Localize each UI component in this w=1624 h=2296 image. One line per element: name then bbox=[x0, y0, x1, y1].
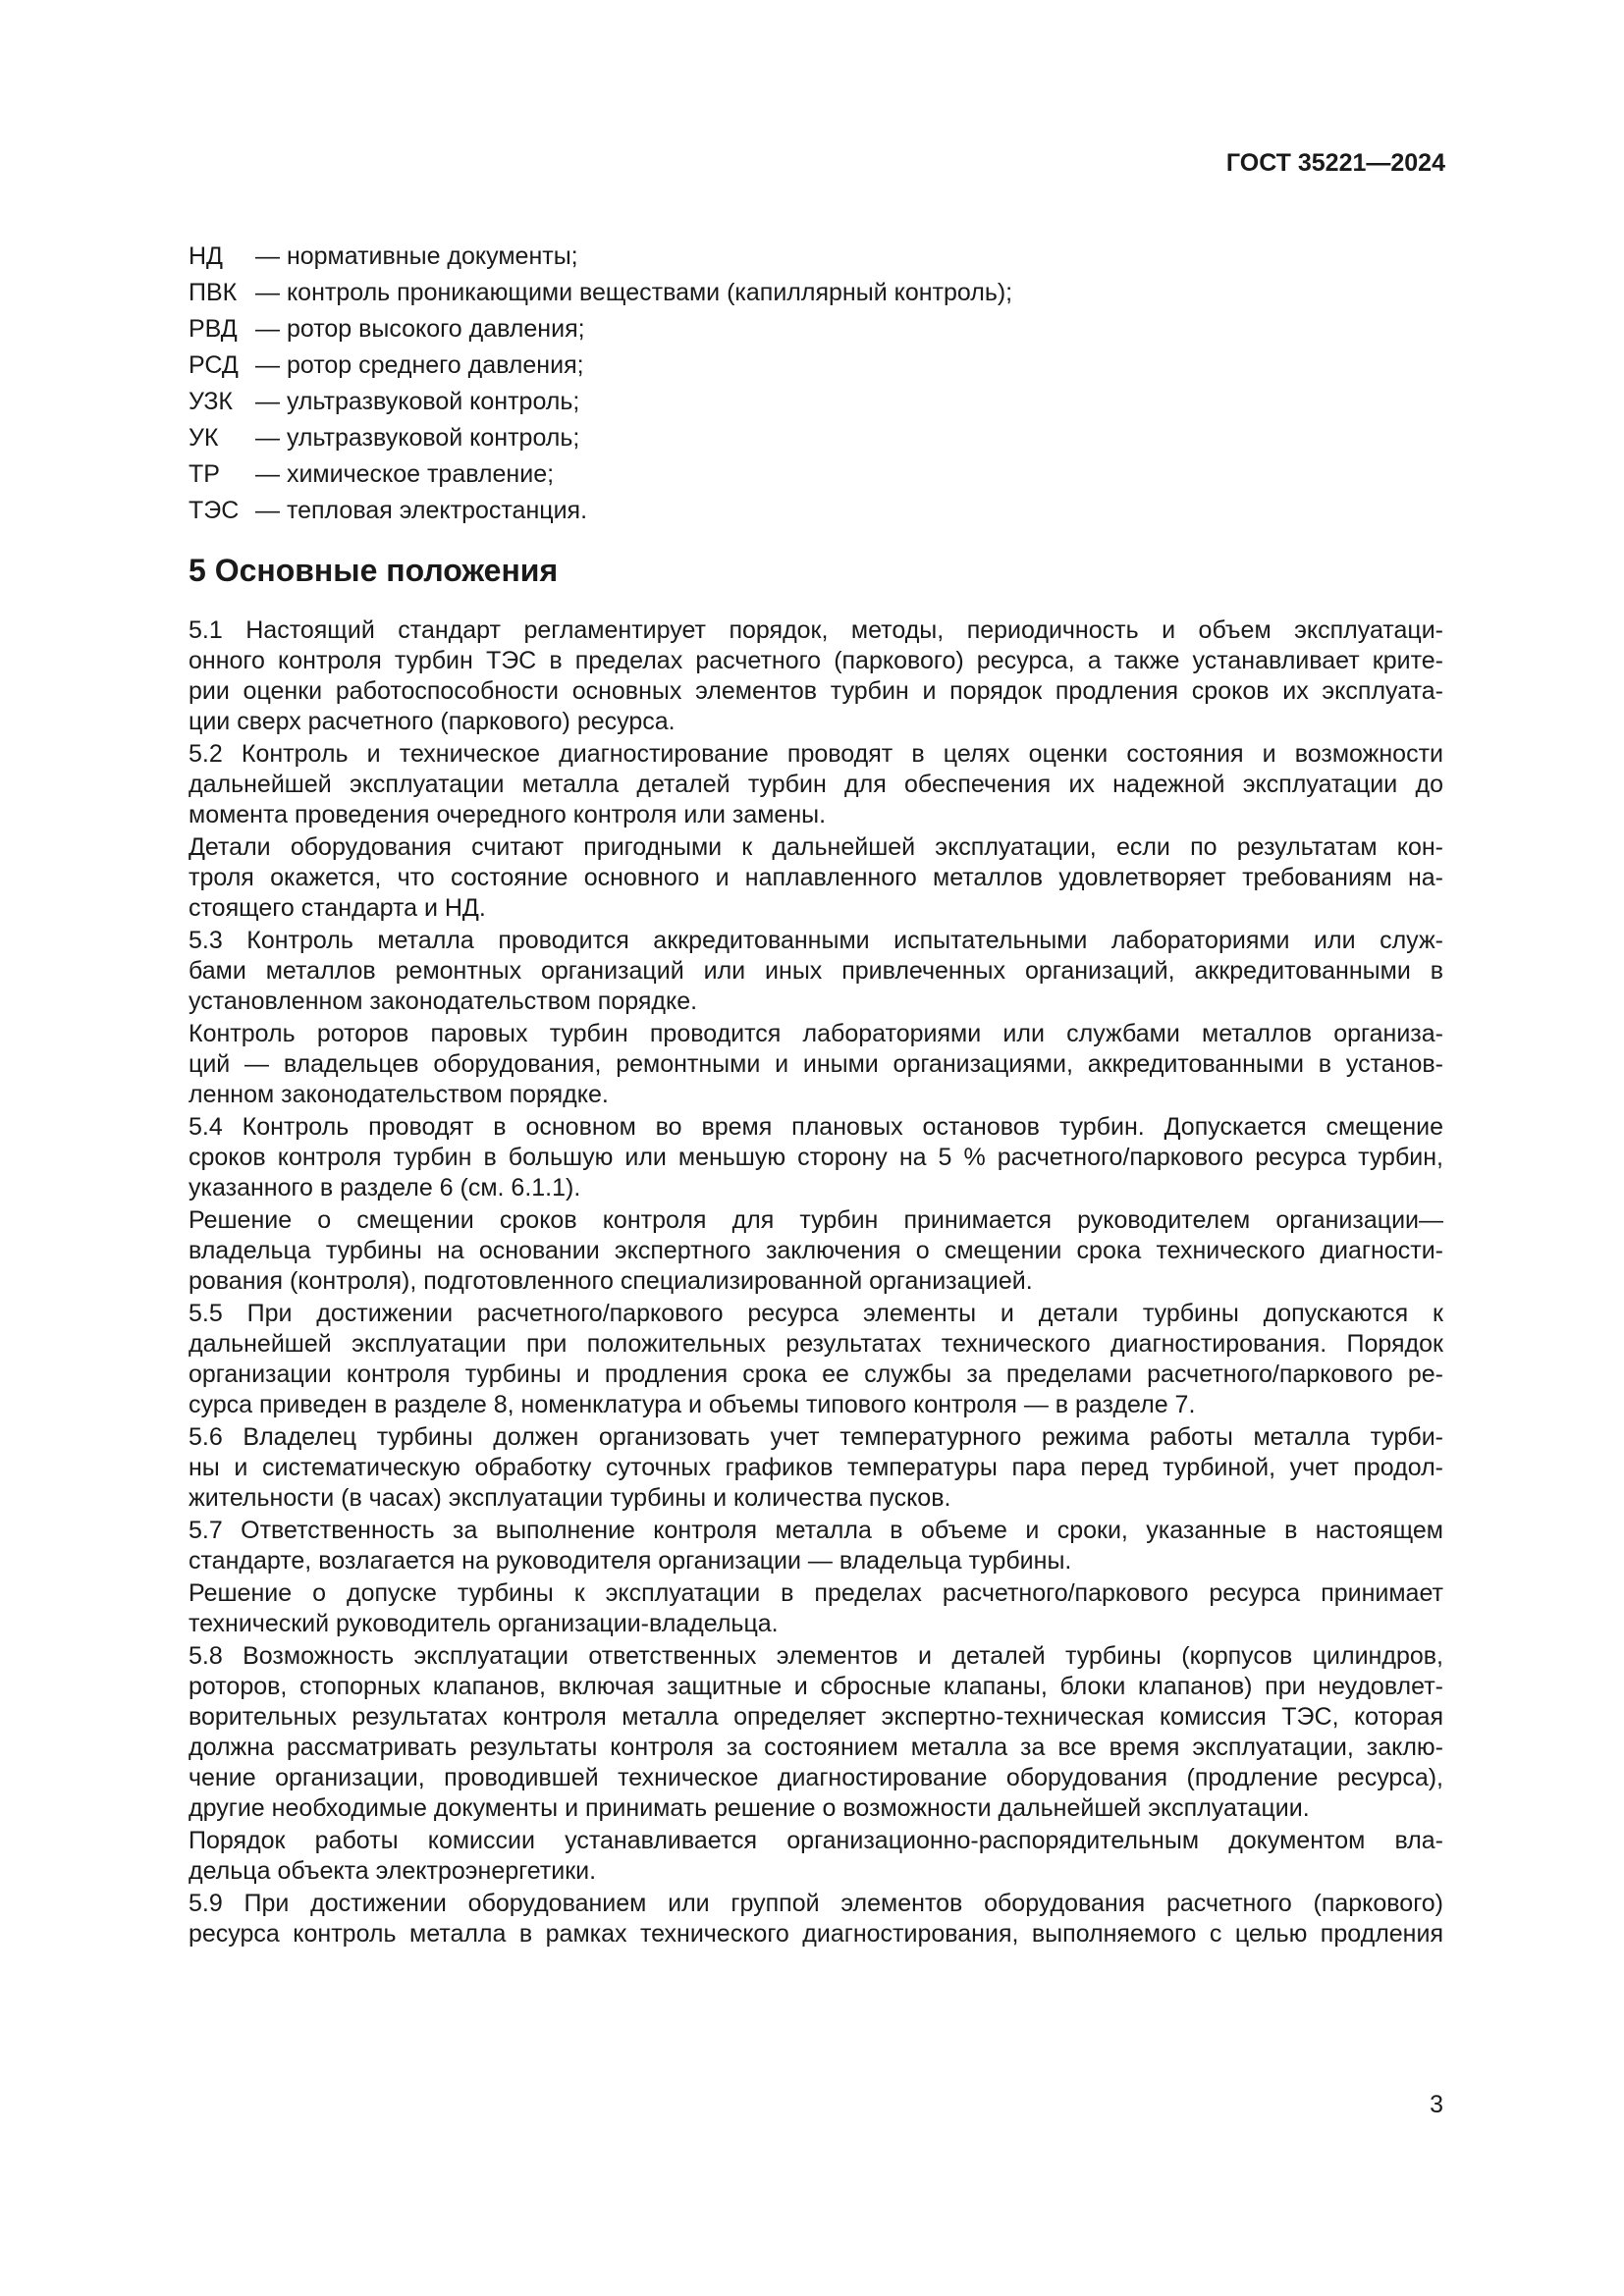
text-line: технический руководитель организации-владельца. bbox=[189, 1610, 779, 1637]
text-line: организации контроля турбины и продления срока ее службы за пределами расчетного/паркового ре- bbox=[189, 1361, 1443, 1388]
paragraph bbox=[116, 1641, 1443, 1824]
abbreviation-row bbox=[189, 384, 1012, 420]
text-line: Контроль роторов паровых турбин проводится лабораториями или службами металлов организа- bbox=[189, 1020, 1443, 1047]
abbreviation-key: УК bbox=[189, 424, 219, 452]
paragraph bbox=[116, 1889, 1443, 1949]
paragraph bbox=[116, 1422, 1443, 1514]
abbreviation-key: ТР bbox=[189, 460, 220, 488]
paragraph bbox=[116, 615, 1443, 737]
body-text bbox=[116, 615, 1443, 1951]
text-line: ворительных результатах контроля металла определяет экспертно-техническая комиссия ТЭС, которая bbox=[189, 1703, 1443, 1731]
text-line: жительности (в часах) эксплуатации турбины и количества пусков. bbox=[189, 1484, 951, 1512]
text-line: рования (контроля), подготовленного специализированной организацией. bbox=[189, 1267, 1033, 1295]
paragraph bbox=[116, 1019, 1443, 1110]
text-line: 5.5 При достижении расчетного/паркового ресурса элементы и детали турбины допускаются к bbox=[189, 1300, 1443, 1327]
text-line: 5.1 Настоящий стандарт регламентирует порядок, методы, периодичность и объем эксплуатаци- bbox=[189, 616, 1443, 644]
abbreviation-key: УЗК bbox=[189, 388, 233, 415]
text-line: дельца объекта электроэнергетики. bbox=[189, 1857, 597, 1885]
paragraph bbox=[116, 832, 1443, 924]
abbreviation-key: РСД bbox=[189, 351, 239, 379]
text-line: 5.7 Ответственность за выполнение контроля металла в объеме и сроки, указанные в настоящем bbox=[189, 1517, 1443, 1544]
paragraph bbox=[116, 1826, 1443, 1887]
abbreviation-row bbox=[189, 493, 1012, 529]
text-line: момента проведения очередного контроля или замены. bbox=[189, 801, 827, 828]
text-line: Решение о смещении сроков контроля для турбин принимается руководителем организации— bbox=[189, 1206, 1443, 1234]
paragraph bbox=[116, 1112, 1443, 1203]
text-line: 5.9 При достижении оборудованием или группой элементов оборудования расчетного (паркового) bbox=[189, 1890, 1443, 1917]
text-line: ресурса контроль металла в рамках технического диагностирования, выполняемого с целью продления bbox=[189, 1920, 1443, 1948]
text-line: 5.6 Владелец турбины должен организовать учет температурного режима работы металла турби- bbox=[189, 1423, 1443, 1451]
text-line: стандарте, возлагается на руководителя организации — владельца турбины. bbox=[189, 1547, 1072, 1575]
text-line: рии оценки работоспособности основных элементов турбин и порядок продления сроков их эксплуата- bbox=[189, 677, 1443, 705]
abbreviation-row bbox=[189, 311, 1012, 347]
paragraph bbox=[116, 1516, 1443, 1576]
text-line: указанного в разделе 6 (см. 6.1.1). bbox=[189, 1174, 581, 1201]
abbreviation-row bbox=[189, 275, 1012, 311]
text-line: ции сверх расчетного (паркового) ресурса. bbox=[189, 708, 676, 735]
abbreviation-key: РВД bbox=[189, 315, 238, 343]
paragraph bbox=[116, 1299, 1443, 1420]
text-line: онного контроля турбин ТЭС в пределах расчетного (паркового) ресурса, а также устанавливает крите- bbox=[189, 647, 1443, 674]
abbreviation-row bbox=[189, 420, 1012, 456]
abbreviation-list bbox=[189, 239, 1012, 529]
text-line: 5.2 Контроль и техническое диагностирование проводят в целях оценки состояния и возможности bbox=[189, 740, 1443, 768]
abbreviation-row bbox=[189, 456, 1012, 493]
text-line: другие необходимые документы и принимать решение о возможности дальнейшей эксплуатации. bbox=[189, 1794, 1310, 1822]
text-line: дальнейшей эксплуатации металла деталей турбин для обеспечения их надежной эксплуатации до bbox=[189, 771, 1443, 798]
text-line: должна рассматривать результаты контроля за состоянием металла за все время эксплуатации, заклю- bbox=[189, 1734, 1443, 1761]
text-line: бами металлов ремонтных организаций или иных привлеченных организаций, аккредитованными в bbox=[189, 957, 1443, 985]
abbreviation-definition: — химическое травление; bbox=[255, 460, 555, 488]
paragraph bbox=[116, 926, 1443, 1017]
text-line: ны и систематическую обработку суточных графиков температуры пара перед турбиной, учет продол- bbox=[189, 1454, 1443, 1481]
text-line: сроков контроля турбин в большую или меньшую сторону на 5 % расчетного/паркового ресурса турбин, bbox=[189, 1144, 1443, 1171]
text-line: ленном законодательством порядке. bbox=[189, 1081, 609, 1108]
abbreviation-definition: — ультразвуковой контроль; bbox=[255, 424, 580, 452]
abbreviation-definition: — тепловая электростанция. bbox=[255, 497, 588, 524]
text-line: стоящего стандарта и НД. bbox=[189, 894, 486, 922]
abbreviation-key: НД bbox=[189, 242, 223, 270]
abbreviation-key: ТЭС bbox=[189, 497, 240, 524]
abbreviation-definition: — ротор высокого давления; bbox=[255, 315, 585, 343]
abbreviation-definition: — контроль проникающими веществами (капиллярный контроль); bbox=[255, 279, 1013, 306]
abbreviation-key: ПВК bbox=[189, 279, 238, 306]
paragraph bbox=[116, 739, 1443, 830]
text-line: Порядок работы комиссии устанавливается организационно-распорядительным документом вла- bbox=[189, 1827, 1443, 1854]
text-line: установленном законодательством порядке. bbox=[189, 988, 698, 1015]
abbreviation-definition: — ультразвуковой контроль; bbox=[255, 388, 580, 415]
paragraph bbox=[116, 1205, 1443, 1297]
text-line: 5.8 Возможность эксплуатации ответственных элементов и деталей турбины (корпусов цилиндров, bbox=[189, 1642, 1443, 1670]
abbreviation-row bbox=[189, 347, 1012, 384]
abbreviation-row bbox=[189, 239, 1012, 275]
section-heading: 5 Основные положения bbox=[189, 553, 559, 588]
text-line: дальнейшей эксплуатации при положительных результатах технического диагностирования. Порядок bbox=[189, 1330, 1443, 1358]
text-line: владельца турбины на основании экспертного заключения о смещении срока технического диагности- bbox=[189, 1237, 1443, 1264]
text-line: Детали оборудования считают пригодными к дальнейшей эксплуатации, если по результатам кон- bbox=[189, 833, 1443, 861]
text-line: роторов, стопорных клапанов, включая защитные и сбросные клапаны, блоки клапанов) при неудовлет- bbox=[189, 1673, 1443, 1700]
text-line: чение организации, проводившей техническое диагностирование оборудования (продление ресурса), bbox=[189, 1764, 1443, 1791]
text-line: 5.4 Контроль проводят в основном во время плановых остановов турбин. Допускается смещение bbox=[189, 1113, 1443, 1141]
page-number: 3 bbox=[1430, 2091, 1443, 2118]
text-line: ций — владельцев оборудования, ремонтными и иными организациями, аккредитованными в установ- bbox=[189, 1050, 1443, 1078]
paragraph bbox=[116, 1578, 1443, 1639]
text-line: сурса приведен в разделе 8, номенклатура и объемы типового контроля — в разделе 7. bbox=[189, 1391, 1196, 1418]
text-line: троля окажется, что состояние основного и наплавленного металлов удовлетворяет требованиям на- bbox=[189, 864, 1443, 891]
text-line: Решение о допуске турбины к эксплуатации в пределах расчетного/паркового ресурса принимает bbox=[189, 1579, 1443, 1607]
document-id: ГОСТ 35221—2024 bbox=[1225, 149, 1445, 177]
abbreviation-definition: — нормативные документы; bbox=[255, 242, 578, 270]
text-line: 5.3 Контроль металла проводится аккредитованными испытательными лабораториями или служ- bbox=[189, 927, 1443, 954]
abbreviation-definition: — ротор среднего давления; bbox=[255, 351, 584, 379]
